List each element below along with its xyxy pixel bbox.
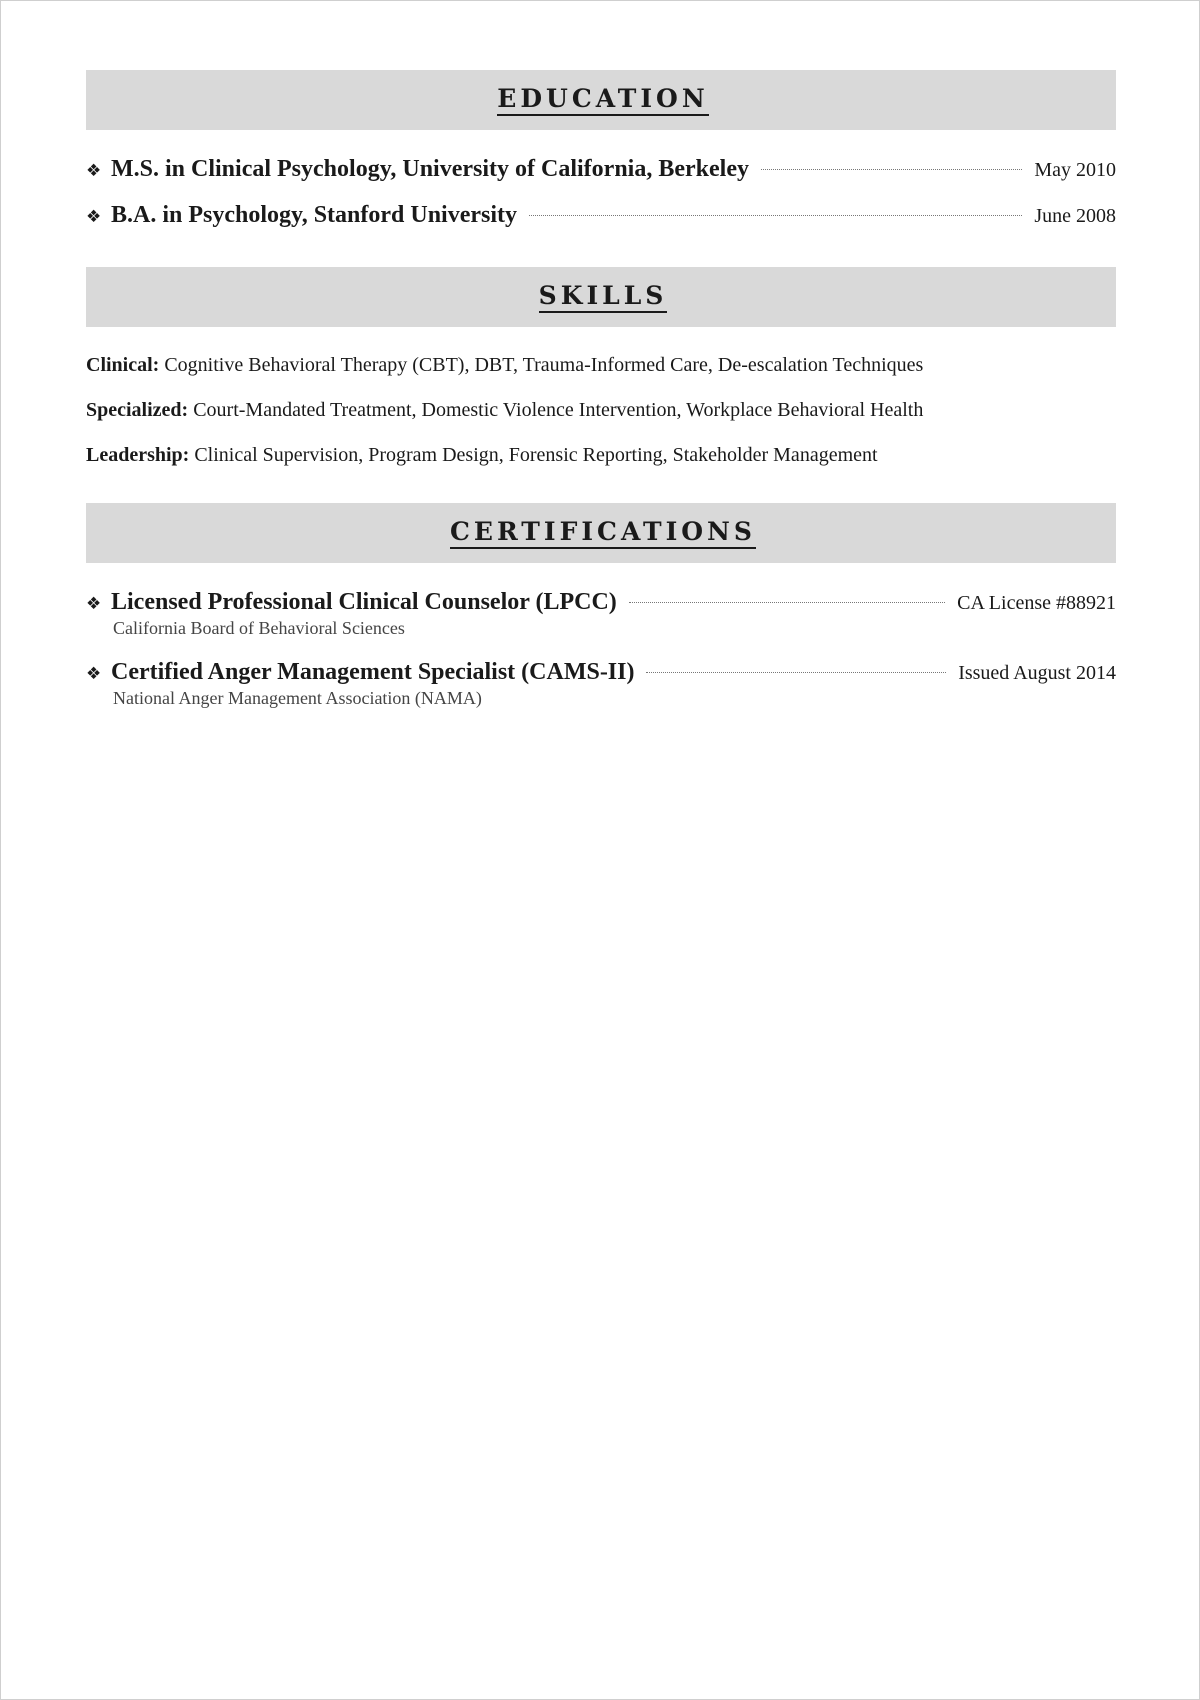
skill-line bbox=[86, 398, 1116, 422]
diamond-bullet-icon: ❖ bbox=[86, 207, 102, 227]
degree-title: M.S. in Clinical Psychology, University of California, Berkeley bbox=[111, 156, 749, 182]
diamond-bullet-icon: ❖ bbox=[86, 664, 102, 684]
certification-name: Licensed Professional Clinical Counselor (LPCC) bbox=[111, 589, 617, 615]
dot-leader bbox=[646, 672, 946, 673]
certification-row bbox=[86, 659, 1116, 686]
certification-row bbox=[86, 589, 1116, 616]
education-entry bbox=[86, 156, 1116, 183]
skills-section bbox=[86, 267, 1116, 467]
skill-text: Court-Mandated Treatment, Domestic Violence Intervention, Workplace Behavioral Health bbox=[193, 399, 924, 421]
skill-line bbox=[86, 353, 1116, 377]
skill-line bbox=[86, 443, 1116, 467]
certifications-section bbox=[86, 503, 1116, 709]
skills-title: SKILLS bbox=[539, 282, 668, 313]
skill-label: Leadership: bbox=[86, 444, 190, 466]
skill-label: Clinical: bbox=[86, 354, 160, 376]
education-title: EDUCATION bbox=[497, 85, 708, 116]
certification-entry bbox=[86, 589, 1116, 639]
certifications-header bbox=[86, 503, 1116, 563]
certifications-title: CERTIFICATIONS bbox=[450, 518, 756, 549]
skill-label: Specialized: bbox=[86, 399, 189, 421]
education-header bbox=[86, 70, 1116, 130]
education-entry bbox=[86, 202, 1116, 229]
certification-detail: CA License #88921 bbox=[957, 592, 1116, 614]
education-section bbox=[86, 70, 1116, 229]
certification-detail: Issued August 2014 bbox=[958, 662, 1116, 684]
degree-date: May 2010 bbox=[1034, 159, 1116, 181]
certification-issuer: National Anger Management Association (NAMA) bbox=[113, 688, 482, 708]
skill-text: Cognitive Behavioral Therapy (CBT), DBT, Trauma-Informed Care, De-escalation Techniques bbox=[164, 354, 924, 376]
certification-entry bbox=[86, 659, 1116, 709]
diamond-bullet-icon: ❖ bbox=[86, 161, 102, 181]
dot-leader bbox=[629, 602, 945, 603]
skills-header bbox=[86, 267, 1116, 327]
certification-issuer: California Board of Behavioral Sciences bbox=[113, 618, 405, 638]
dot-leader bbox=[761, 169, 1022, 170]
dot-leader bbox=[529, 215, 1022, 216]
degree-title: B.A. in Psychology, Stanford University bbox=[111, 202, 518, 228]
degree-date: June 2008 bbox=[1034, 205, 1116, 227]
diamond-bullet-icon: ❖ bbox=[86, 594, 102, 614]
skill-text: Clinical Supervision, Program Design, Forensic Reporting, Stakeholder Management bbox=[194, 444, 878, 466]
certification-name: Certified Anger Management Specialist (CAMS-II) bbox=[111, 659, 635, 685]
resume-content bbox=[86, 70, 1116, 709]
